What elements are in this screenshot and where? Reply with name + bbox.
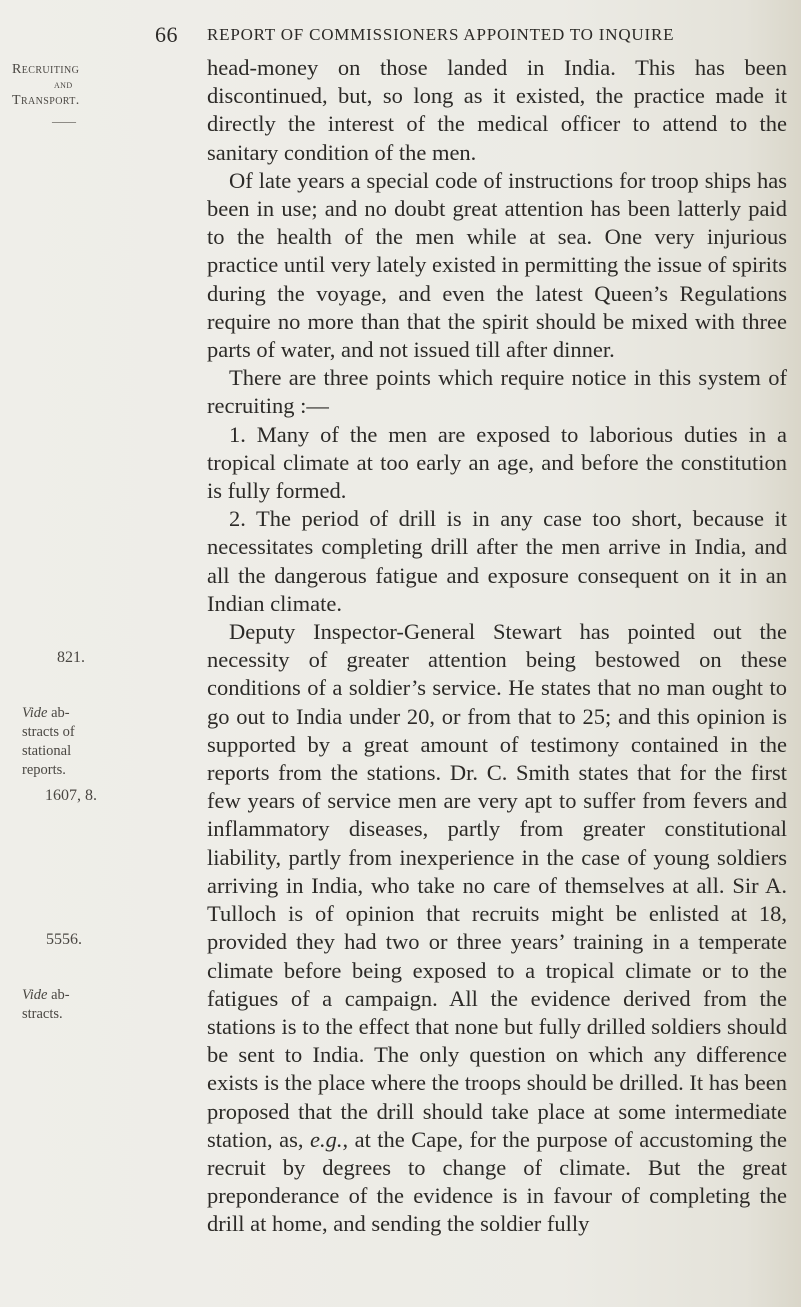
margin-heading-transport: Transport. [12, 93, 80, 108]
paragraph-stewart [207, 618, 787, 1238]
margin-vide-italic-2: Vide [22, 987, 48, 1003]
paragraph-point-2: 2. The period of drill is in any case too short, because it necessitates completing drill after the men arrive in India, and all the dangerous fatigue and exposure consequent on it in an Indian climate. [207, 506, 787, 616]
margin-vide-1-line3: stational [22, 743, 72, 759]
paragraph-stewart-eg: e.g. [309, 1126, 343, 1152]
margin-heading-and: and [54, 79, 73, 91]
margin-vide-abstracts-2 [22, 986, 70, 1024]
running-head: REPORT OF COMMISSIONERS APPOINTED TO INQUIRE [207, 25, 675, 44]
paragraph-troop-ships: Of late years a special code of instructions for troop ships has been in use; and no doubt great attention has been latterly paid to the health of the men while at sea. One very injurious practice until very lately existed in permitting the issue of spirits during the voyage, and even the latest Queen’s Regulations require no more than that the spirit should be mixed with three parts of water, and not issued till after dinner. [207, 167, 787, 363]
margin-vide-2-line2: stracts. [22, 1006, 63, 1022]
margin-vide-abstracts-1 [22, 704, 75, 780]
margin-ref-5556: 5556. [46, 931, 82, 948]
margin-heading-recruiting: Recruiting [12, 62, 80, 77]
margin-vide-1-line1: ab- [51, 705, 70, 721]
body-text [207, 54, 787, 1239]
margin-vide-2-line1: ab- [51, 987, 70, 1003]
margin-vide-italic-1: Vide [22, 705, 48, 721]
page-number: 66 [155, 22, 178, 47]
margin-vide-1-line4: reports. [22, 762, 66, 778]
margin-notes [0, 0, 150, 1307]
paragraph-stewart-part1: Deputy Inspector-General Stewart has pointed out the necessity of greater attention being bestowed on these conditions of a soldier’s service. He states that no man ought to go out to India under 20, or from that to 25; and this opinion is supported by a great amount of testimony contained in the reports from the stations. Dr. C. Smith states that for the first few years of service men are very apt to suffer from fevers and inflammatory diseases, partly from greater constitutional liability, partly from inexperience in the case of young soldiers arriving in India, who take no care of themselves at all. Sir A. Tulloch is of opinion that recruits might be enlisted at 18, provided they had two or three years’ training in a temperate climate before being exposed to a tropical climate or to the fatigues of a campaign. All the evidence derived from the stations is to the effect that none but fully drilled soldiers should be sent to India. The only question on which any difference exists is the place where the troops should be drilled. It has been proposed that the drill should take place at some intermediate station, as, [207, 619, 787, 1152]
paragraph-head-money: head-money on those landed in India. This has been discontinued, but, so long as it existed, the practice made it directly the interest of the medical officer to attend to the sanitary condition of the men. [207, 55, 787, 165]
margin-para-821: 821. [57, 649, 85, 666]
margin-vide-1-line2: stracts of [22, 724, 75, 740]
paragraph-point-1: 1. Many of the men are exposed to laborious duties in a tropical climate at too early an age, and before the constitution is fully formed. [207, 421, 787, 504]
margin-ref-1607: 1607, 8. [45, 787, 97, 804]
paragraph-stewart-part2: , at the Cape, for the purpose of accustoming the recruit by degrees to change of climate. But the great preponderance of the evidence is in favour of completing the drill at home, and sending the soldier fully [207, 1126, 787, 1237]
paragraph-three-points: There are three points which require notice in this system of recruiting :— [207, 365, 787, 419]
margin-dash: —— [52, 114, 76, 128]
